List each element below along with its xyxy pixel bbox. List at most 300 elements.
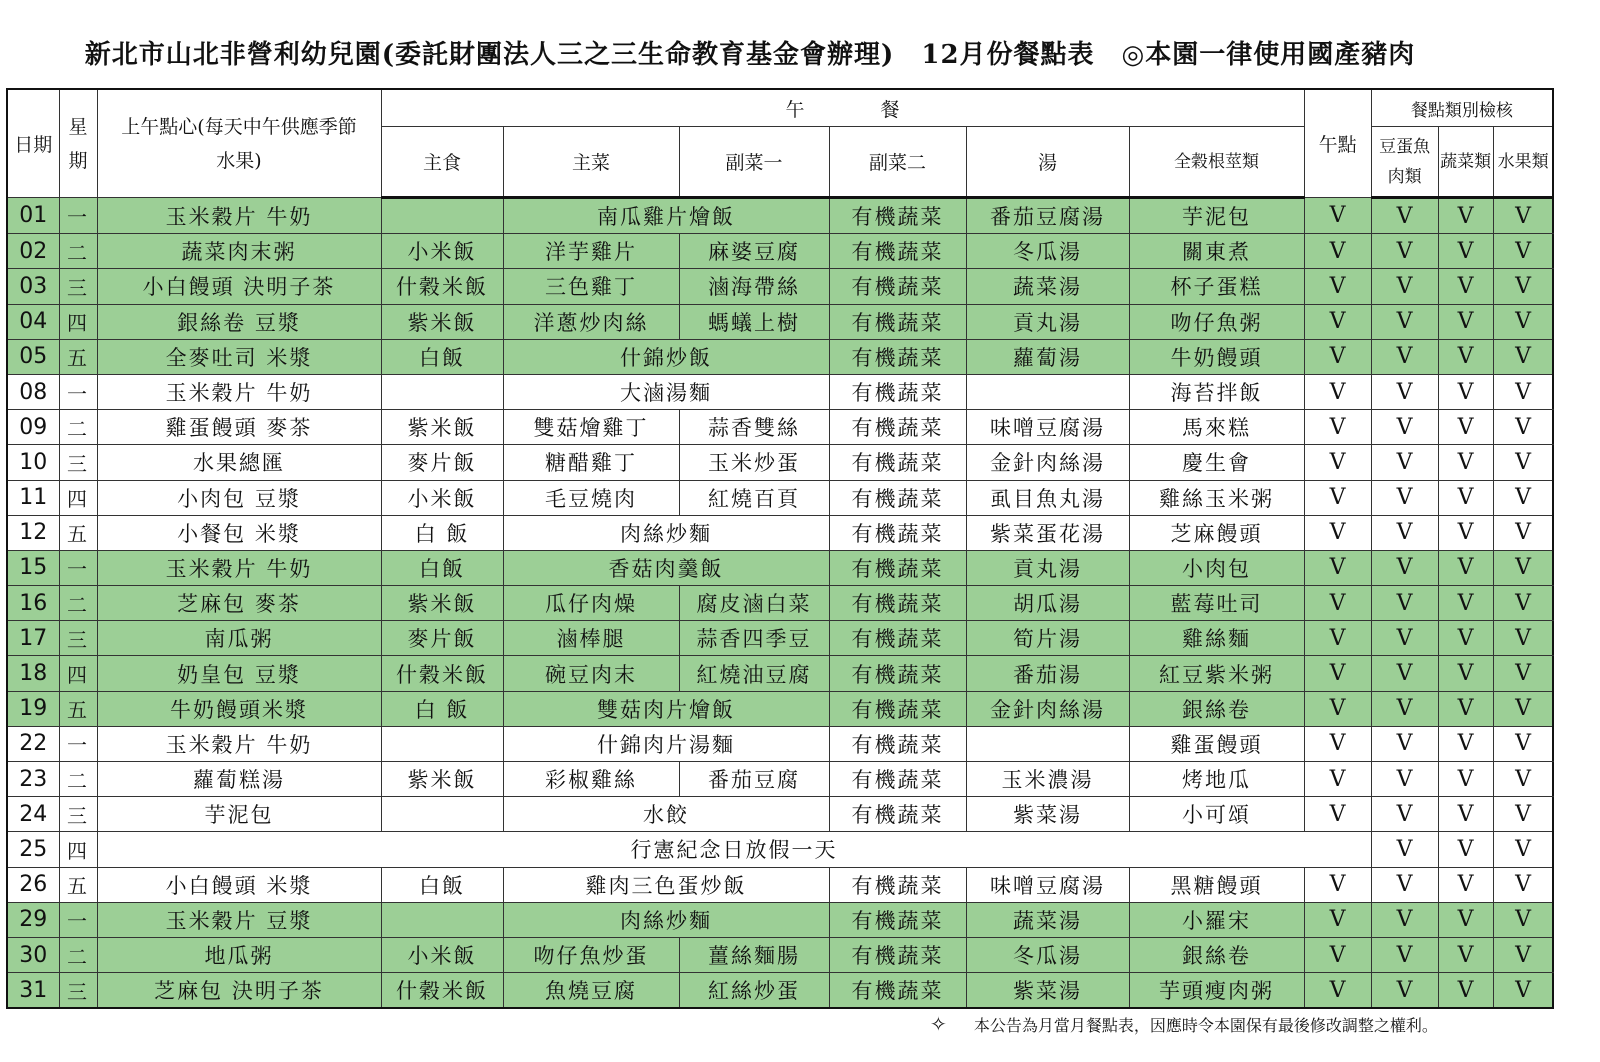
header-afternoon-snack: 午點	[1304, 89, 1371, 198]
cell-side-dish-2: 有機蔬菜	[829, 339, 966, 374]
cell-side-dish-1: 紅燒百頁	[679, 480, 829, 515]
cell-date: 09	[7, 410, 59, 445]
cell-side-dish-1: 紅燒油豆腐	[679, 656, 829, 691]
cell-check-fruit: V	[1493, 867, 1553, 902]
cell-check-grains: V	[1304, 691, 1371, 726]
cell-side-dish-2: 有機蔬菜	[829, 973, 966, 1009]
cell-main-food: 白 飯	[381, 691, 503, 726]
cell-check-fruit: V	[1493, 902, 1553, 937]
cell-weekday: 二	[59, 937, 97, 972]
cell-main-food: 紫米飯	[381, 762, 503, 797]
cell-weekday: 一	[59, 902, 97, 937]
cell-check-grains: V	[1304, 304, 1371, 339]
cell-main-dish: 水餃	[503, 797, 829, 832]
table-row	[7, 515, 1553, 550]
cell-check-protein: V	[1371, 902, 1438, 937]
cell-afternoon-snack: 雞絲麵	[1129, 621, 1304, 656]
cell-weekday: 一	[59, 198, 97, 234]
cell-main-food: 麥片飯	[381, 621, 503, 656]
cell-morning-snack: 牛奶饅頭米漿	[97, 691, 381, 726]
cell-check-protein: V	[1371, 515, 1438, 550]
table-row	[7, 445, 1553, 480]
cell-morning-snack: 蘿蔔糕湯	[97, 762, 381, 797]
cell-afternoon-snack: 海苔拌飯	[1129, 374, 1304, 409]
table-row	[7, 762, 1553, 797]
header-side-dish-2: 副菜二	[829, 127, 966, 198]
cell-afternoon-snack: 銀絲卷	[1129, 937, 1304, 972]
cell-weekday: 三	[59, 445, 97, 480]
cell-weekday: 四	[59, 832, 97, 867]
cell-check-protein: V	[1371, 198, 1438, 234]
cell-check-grains: V	[1371, 832, 1438, 867]
cell-main-food: 什穀米飯	[381, 656, 503, 691]
cell-main-food: 小米飯	[381, 234, 503, 269]
cell-check-fruit: V	[1493, 198, 1553, 234]
cell-check-fruit: V	[1493, 937, 1553, 972]
cell-check-grains: V	[1304, 902, 1371, 937]
cell-afternoon-snack: 黑糖饅頭	[1129, 867, 1304, 902]
table-row	[7, 410, 1553, 445]
cell-date: 10	[7, 445, 59, 480]
table-row	[7, 269, 1553, 304]
cell-main-dish: 肉絲炒麵	[503, 902, 829, 937]
cell-weekday: 三	[59, 797, 97, 832]
cell-side-dish-2: 有機蔬菜	[829, 867, 966, 902]
cell-main-food: 白飯	[381, 550, 503, 585]
cell-weekday: 一	[59, 726, 97, 761]
cell-afternoon-snack: 紅豆紫米粥	[1129, 656, 1304, 691]
cell-morning-snack: 小肉包 豆漿	[97, 480, 381, 515]
cell-weekday: 三	[59, 973, 97, 1009]
cell-check-fruit: V	[1493, 726, 1553, 761]
cell-date: 18	[7, 656, 59, 691]
cell-date: 11	[7, 480, 59, 515]
table-row	[7, 304, 1553, 339]
cell-check-fruit: V	[1493, 410, 1553, 445]
cell-main-dish: 南瓜雞片燴飯	[503, 198, 829, 234]
cell-side-dish-1: 蒜香雙絲	[679, 410, 829, 445]
cell-main-food	[381, 726, 503, 761]
cell-soup: 玉米濃湯	[966, 762, 1129, 797]
cell-check-fruit: V	[1493, 656, 1553, 691]
table-row	[7, 234, 1553, 269]
cell-check-grains: V	[1304, 973, 1371, 1009]
cell-check-protein: V	[1371, 410, 1438, 445]
header-check-fruit: 水果類	[1493, 127, 1553, 198]
cell-check-fruit: V	[1493, 691, 1553, 726]
cell-main-food: 麥片飯	[381, 445, 503, 480]
table-row	[7, 656, 1553, 691]
cell-check-grains: V	[1304, 762, 1371, 797]
cell-morning-snack: 芝麻包 麥茶	[97, 586, 381, 621]
cell-main-dish: 魚燒豆腐	[503, 973, 679, 1009]
cell-check-protein: V	[1371, 480, 1438, 515]
cell-morning-snack: 水果總匯	[97, 445, 381, 480]
header-weekday: 星期	[59, 89, 97, 198]
cell-date: 30	[7, 937, 59, 972]
cell-check-grains: V	[1304, 410, 1371, 445]
cell-side-dish-2: 有機蔬菜	[829, 937, 966, 972]
cell-main-dish: 雞肉三色蛋炒飯	[503, 867, 829, 902]
cell-check-protein: V	[1371, 656, 1438, 691]
footer-text: 本公告為月當月餐點表，因應時令本園保有最後修改調整之權利。	[973, 1016, 1438, 1035]
cell-check-vegetable: V	[1438, 374, 1493, 409]
cell-check-protein: V	[1438, 832, 1493, 867]
cell-afternoon-snack: 芝麻饅頭	[1129, 515, 1304, 550]
cell-check-fruit: V	[1493, 797, 1553, 832]
cell-check-fruit: V	[1493, 339, 1553, 374]
cell-check-vegetable: V	[1438, 867, 1493, 902]
cell-check-grains: V	[1304, 621, 1371, 656]
cell-side-dish-1: 薑絲麵腸	[679, 937, 829, 972]
cell-main-dish: 碗豆肉末	[503, 656, 679, 691]
cell-date: 01	[7, 198, 59, 234]
cell-weekday: 一	[59, 374, 97, 409]
cell-main-food: 小米飯	[381, 937, 503, 972]
cell-side-dish-2: 有機蔬菜	[829, 902, 966, 937]
cell-date: 03	[7, 269, 59, 304]
cell-check-grains: V	[1304, 480, 1371, 515]
header-main-dish: 主菜	[503, 127, 679, 198]
cell-check-grains: V	[1304, 269, 1371, 304]
cell-afternoon-snack: 雞蛋饅頭	[1129, 726, 1304, 761]
cell-check-vegetable: V	[1438, 515, 1493, 550]
cell-check-fruit: V	[1493, 621, 1553, 656]
cell-main-food: 白飯	[381, 339, 503, 374]
cell-check-grains: V	[1304, 586, 1371, 621]
cell-soup: 蔬菜湯	[966, 269, 1129, 304]
cell-main-dish: 香菇肉羹飯	[503, 550, 829, 585]
cell-check-grains: V	[1304, 550, 1371, 585]
cell-main-dish: 大滷湯麵	[503, 374, 829, 409]
cell-soup	[966, 726, 1129, 761]
cell-side-dish-2: 有機蔬菜	[829, 656, 966, 691]
cell-check-grains: V	[1304, 656, 1371, 691]
cell-check-protein: V	[1371, 374, 1438, 409]
cell-check-fruit: V	[1493, 269, 1553, 304]
header-soup: 湯	[966, 127, 1129, 198]
cell-afternoon-snack: 吻仔魚粥	[1129, 304, 1304, 339]
cell-morning-snack: 全麥吐司 米漿	[97, 339, 381, 374]
cell-afternoon-snack: 雞絲玉米粥	[1129, 480, 1304, 515]
cell-check-fruit: V	[1493, 234, 1553, 269]
cell-check-fruit: V	[1493, 762, 1553, 797]
cell-main-dish: 雙菇肉片燴飯	[503, 691, 829, 726]
cell-main-dish: 洋芋雞片	[503, 234, 679, 269]
header-morning-snack: 上午點心(每天中午供應季節水果)	[97, 89, 381, 198]
cell-date: 26	[7, 867, 59, 902]
cell-date: 15	[7, 550, 59, 585]
cell-check-grains: V	[1304, 726, 1371, 761]
cell-check-protein: V	[1371, 867, 1438, 902]
cell-check-vegetable: V	[1493, 832, 1553, 867]
cell-check-fruit: V	[1493, 973, 1553, 1009]
cell-side-dish-2: 有機蔬菜	[829, 691, 966, 726]
cell-morning-snack: 玉米穀片 牛奶	[97, 198, 381, 234]
table-row	[7, 832, 1553, 867]
cell-soup	[966, 374, 1129, 409]
cell-morning-snack: 小白饅頭 決明子茶	[97, 269, 381, 304]
cell-check-protein: V	[1371, 973, 1438, 1009]
cell-soup: 筍片湯	[966, 621, 1129, 656]
cell-weekday: 四	[59, 656, 97, 691]
cell-side-dish-2: 有機蔬菜	[829, 550, 966, 585]
header-lunch-group: 午 餐	[381, 89, 1304, 127]
cell-check-grains: V	[1304, 515, 1371, 550]
table-row	[7, 480, 1553, 515]
cell-main-dish: 吻仔魚炒蛋	[503, 937, 679, 972]
cell-side-dish-1: 腐皮滷白菜	[679, 586, 829, 621]
cell-morning-snack: 芝麻包 決明子茶	[97, 973, 381, 1009]
cell-morning-snack: 銀絲卷 豆漿	[97, 304, 381, 339]
cell-side-dish-1: 麻婆豆腐	[679, 234, 829, 269]
cell-soup: 蔬菜湯	[966, 902, 1129, 937]
cell-check-vegetable: V	[1438, 691, 1493, 726]
cell-morning-snack: 蔬菜肉末粥	[97, 234, 381, 269]
table-row	[7, 550, 1553, 585]
cell-afternoon-snack: 小羅宋	[1129, 902, 1304, 937]
header-check-grains: 全穀根莖類	[1129, 127, 1304, 198]
cell-date: 16	[7, 586, 59, 621]
cell-main-dish: 什錦炒飯	[503, 339, 829, 374]
cell-check-protein: V	[1371, 937, 1438, 972]
cell-check-protein: V	[1371, 304, 1438, 339]
table-row	[7, 726, 1553, 761]
table-row	[7, 902, 1553, 937]
cell-side-dish-2: 有機蔬菜	[829, 621, 966, 656]
cell-date: 12	[7, 515, 59, 550]
cell-side-dish-2: 有機蔬菜	[829, 726, 966, 761]
cell-soup: 番茄豆腐湯	[966, 198, 1129, 234]
cell-check-protein: V	[1371, 550, 1438, 585]
cell-check-grains: V	[1304, 374, 1371, 409]
cell-check-vegetable: V	[1438, 339, 1493, 374]
cell-morning-snack: 雞蛋饅頭 麥茶	[97, 410, 381, 445]
cell-weekday: 三	[59, 621, 97, 656]
cell-main-dish: 什錦肉片湯麵	[503, 726, 829, 761]
cell-weekday: 二	[59, 586, 97, 621]
cell-side-dish-2: 有機蔬菜	[829, 797, 966, 832]
cell-weekday: 二	[59, 410, 97, 445]
cell-main-food: 紫米飯	[381, 304, 503, 339]
cell-morning-snack: 小白饅頭 米漿	[97, 867, 381, 902]
cell-weekday: 五	[59, 867, 97, 902]
cell-side-dish-2: 有機蔬菜	[829, 762, 966, 797]
cell-check-protein: V	[1371, 726, 1438, 761]
cell-weekday: 四	[59, 480, 97, 515]
cell-soup: 金針肉絲湯	[966, 691, 1129, 726]
table-row	[7, 198, 1553, 234]
cell-check-fruit: V	[1493, 445, 1553, 480]
cell-main-dish: 洋蔥炒肉絲	[503, 304, 679, 339]
cell-main-food: 什穀米飯	[381, 269, 503, 304]
cell-soup: 蘿蔔湯	[966, 339, 1129, 374]
cell-morning-snack: 玉米穀片 牛奶	[97, 726, 381, 761]
cell-side-dish-2: 有機蔬菜	[829, 410, 966, 445]
cell-afternoon-snack: 小肉包	[1129, 550, 1304, 585]
cell-morning-snack: 玉米穀片 豆漿	[97, 902, 381, 937]
cell-check-vegetable: V	[1438, 304, 1493, 339]
table-row	[7, 973, 1553, 1009]
cell-soup: 胡瓜湯	[966, 586, 1129, 621]
header-check-vegetable: 蔬菜類	[1438, 127, 1493, 198]
cell-main-food	[381, 374, 503, 409]
cell-check-fruit: V	[1493, 515, 1553, 550]
cell-check-vegetable: V	[1438, 269, 1493, 304]
cell-check-protein: V	[1371, 621, 1438, 656]
cell-date: 23	[7, 762, 59, 797]
cell-holiday-note: 行憲紀念日放假一天	[97, 832, 1371, 867]
cell-weekday: 二	[59, 762, 97, 797]
table-row	[7, 797, 1553, 832]
cell-weekday: 五	[59, 691, 97, 726]
cell-afternoon-snack: 藍莓吐司	[1129, 586, 1304, 621]
cell-check-grains: V	[1304, 445, 1371, 480]
cell-check-vegetable: V	[1438, 586, 1493, 621]
cell-morning-snack: 小餐包 米漿	[97, 515, 381, 550]
cell-side-dish-1: 番茄豆腐	[679, 762, 829, 797]
table-row	[7, 586, 1553, 621]
cell-check-protein: V	[1371, 762, 1438, 797]
table-row	[7, 339, 1553, 374]
cell-soup: 冬瓜湯	[966, 937, 1129, 972]
meal-schedule-table	[6, 88, 1554, 1009]
table-row	[7, 867, 1553, 902]
cell-afternoon-snack: 關東煮	[1129, 234, 1304, 269]
cell-weekday: 四	[59, 304, 97, 339]
cell-date: 25	[7, 832, 59, 867]
cell-check-vegetable: V	[1438, 797, 1493, 832]
cell-date: 22	[7, 726, 59, 761]
cell-morning-snack: 奶皇包 豆漿	[97, 656, 381, 691]
header-main-food: 主食	[381, 127, 503, 198]
cell-side-dish-2: 有機蔬菜	[829, 515, 966, 550]
table-row	[7, 621, 1553, 656]
cell-date: 19	[7, 691, 59, 726]
cell-soup: 味噌豆腐湯	[966, 410, 1129, 445]
cell-check-fruit: V	[1493, 586, 1553, 621]
cell-check-vegetable: V	[1438, 234, 1493, 269]
cell-main-food: 小米飯	[381, 480, 503, 515]
cell-date: 04	[7, 304, 59, 339]
cell-check-protein: V	[1371, 586, 1438, 621]
cell-check-vegetable: V	[1438, 480, 1493, 515]
cell-check-fruit: V	[1493, 374, 1553, 409]
cell-check-fruit: V	[1493, 304, 1553, 339]
cell-check-protein: V	[1371, 445, 1438, 480]
cell-main-dish: 糖醋雞丁	[503, 445, 679, 480]
cell-side-dish-2: 有機蔬菜	[829, 304, 966, 339]
cell-check-grains: V	[1304, 867, 1371, 902]
sparkle-icon: ✧	[930, 1012, 947, 1036]
cell-side-dish-2: 有機蔬菜	[829, 269, 966, 304]
cell-side-dish-2: 有機蔬菜	[829, 374, 966, 409]
header-check-group: 餐點類別檢核	[1371, 89, 1553, 127]
cell-date: 17	[7, 621, 59, 656]
cell-main-dish: 瓜仔肉燥	[503, 586, 679, 621]
cell-check-fruit: V	[1493, 480, 1553, 515]
cell-soup: 金針肉絲湯	[966, 445, 1129, 480]
cell-main-dish: 肉絲炒麵	[503, 515, 829, 550]
cell-soup: 味噌豆腐湯	[966, 867, 1129, 902]
header-date: 日期	[7, 89, 59, 198]
cell-weekday: 五	[59, 515, 97, 550]
cell-main-food	[381, 198, 503, 234]
cell-soup: 紫菜蛋花湯	[966, 515, 1129, 550]
cell-check-protein: V	[1371, 234, 1438, 269]
cell-side-dish-1: 紅絲炒蛋	[679, 973, 829, 1009]
cell-weekday: 五	[59, 339, 97, 374]
cell-date: 29	[7, 902, 59, 937]
cell-weekday: 三	[59, 269, 97, 304]
cell-side-dish-2: 有機蔬菜	[829, 480, 966, 515]
cell-soup: 貢丸湯	[966, 304, 1129, 339]
footer-note	[930, 1012, 1438, 1036]
cell-check-vegetable: V	[1438, 198, 1493, 234]
cell-main-dish: 三色雞丁	[503, 269, 679, 304]
cell-check-vegetable: V	[1438, 726, 1493, 761]
cell-weekday: 一	[59, 550, 97, 585]
table-row	[7, 691, 1553, 726]
cell-soup: 冬瓜湯	[966, 234, 1129, 269]
cell-side-dish-2: 有機蔬菜	[829, 586, 966, 621]
cell-date: 05	[7, 339, 59, 374]
cell-main-food: 什穀米飯	[381, 973, 503, 1009]
cell-side-dish-2: 有機蔬菜	[829, 198, 966, 234]
cell-afternoon-snack: 杯子蛋糕	[1129, 269, 1304, 304]
cell-side-dish-1: 玉米炒蛋	[679, 445, 829, 480]
cell-afternoon-snack: 烤地瓜	[1129, 762, 1304, 797]
cell-main-dish: 滷棒腿	[503, 621, 679, 656]
cell-main-food	[381, 797, 503, 832]
cell-soup: 紫菜湯	[966, 973, 1129, 1009]
header-side-dish-1: 副菜一	[679, 127, 829, 198]
cell-weekday: 二	[59, 234, 97, 269]
cell-main-dish: 彩椒雞絲	[503, 762, 679, 797]
cell-check-grains: V	[1304, 937, 1371, 972]
cell-check-vegetable: V	[1438, 621, 1493, 656]
table-row	[7, 374, 1553, 409]
cell-date: 31	[7, 973, 59, 1009]
cell-check-vegetable: V	[1438, 973, 1493, 1009]
cell-afternoon-snack: 芋泥包	[1129, 198, 1304, 234]
cell-soup: 番茄湯	[966, 656, 1129, 691]
meal-rows	[7, 198, 1553, 1009]
cell-check-vegetable: V	[1438, 902, 1493, 937]
cell-check-vegetable: V	[1438, 550, 1493, 585]
cell-check-grains: V	[1304, 339, 1371, 374]
cell-soup: 虱目魚丸湯	[966, 480, 1129, 515]
cell-check-protein: V	[1371, 691, 1438, 726]
cell-afternoon-snack: 芋頭瘦肉粥	[1129, 973, 1304, 1009]
header-check-protein: 豆蛋魚肉類	[1371, 127, 1438, 198]
cell-morning-snack: 玉米穀片 牛奶	[97, 374, 381, 409]
cell-check-vegetable: V	[1438, 445, 1493, 480]
cell-main-food: 紫米飯	[381, 410, 503, 445]
cell-afternoon-snack: 牛奶饅頭	[1129, 339, 1304, 374]
cell-main-food	[381, 902, 503, 937]
cell-check-vegetable: V	[1438, 937, 1493, 972]
cell-side-dish-2: 有機蔬菜	[829, 234, 966, 269]
cell-side-dish-1: 螞蟻上樹	[679, 304, 829, 339]
cell-main-food: 紫米飯	[381, 586, 503, 621]
cell-side-dish-2: 有機蔬菜	[829, 445, 966, 480]
page-title: 新北市山北非營利幼兒園(委託財團法人三之三生命教育基金會辦理) 12月份餐點表 ◎本園一律使用國產豬肉	[84, 40, 1416, 70]
cell-main-food: 白飯	[381, 867, 503, 902]
cell-check-protein: V	[1371, 797, 1438, 832]
cell-soup: 紫菜湯	[966, 797, 1129, 832]
cell-afternoon-snack: 小可頌	[1129, 797, 1304, 832]
